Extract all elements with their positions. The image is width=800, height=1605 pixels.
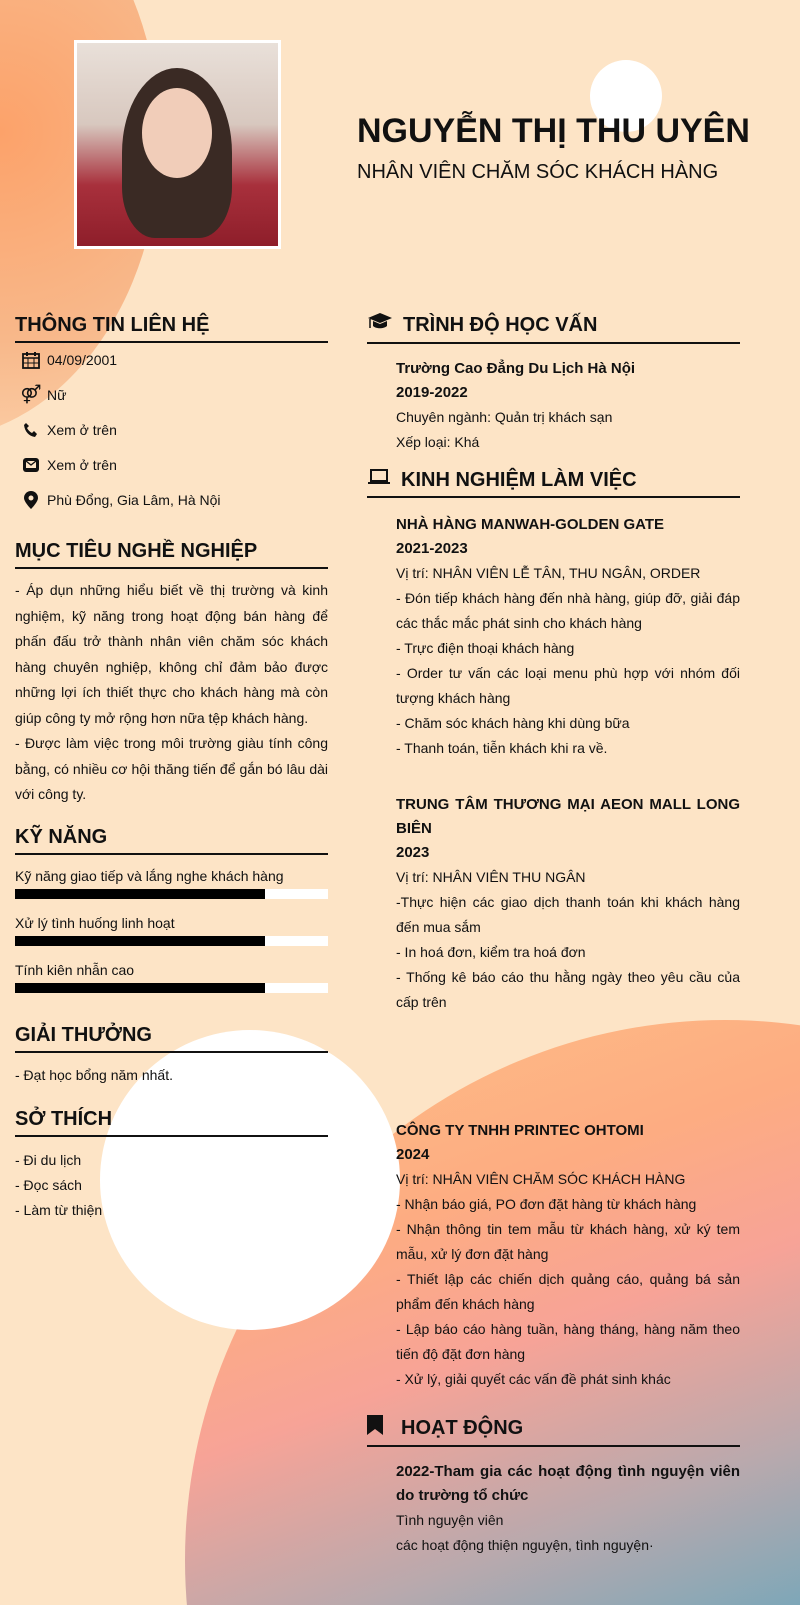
profile-photo <box>74 40 281 249</box>
graduation-cap-icon <box>367 312 393 338</box>
contact-phone: Xem ở trên <box>15 412 328 447</box>
location-icon <box>15 491 47 509</box>
education-entry: Trường Cao Đẳng Du Lịch Hà Nội 2019-2022 Chuyên ngành: Quản trị khách sạn Xếp loại: Khá <box>396 360 636 450</box>
gender-icon: ⚤ <box>20 384 42 404</box>
job-entry: NHÀ HÀNG MANWAH-GOLDEN GATE 2021-2023 Vị trí: NHÂN VIÊN LỄ TÂN, THU NGÂN, ORDER - Đón tiếp khách hàng đến nhà hàng, giúp đỡ, giải đáp các thắc mắc phát sinh cho khách hàng - Trực điện thoại khách hàng - Order tư vấn các loại menu phù hợp với nhóm đối tượng khách hàng - Chăm sóc khách hàng khi dùng bữa - Thanh toán, tiễn khách khi ra về. <box>396 516 740 756</box>
skill-bar <box>15 936 328 946</box>
skill-bar <box>15 983 328 993</box>
phone-icon <box>15 422 47 438</box>
contact-heading: THÔNG TIN LIÊN HỆ <box>15 314 328 343</box>
job-title: NHÂN VIÊN CHĂM SÓC KHÁCH HÀNG <box>357 161 719 183</box>
contact-address: Phù Đổng, Gia Lâm, Hà Nội <box>15 482 328 517</box>
activity-entry: 2022-Tham gia các hoạt động tình nguyện viên do trường tổ chức Tình nguyện viên các hoạt động thiện nguyện, tình nguyện· <box>396 1463 740 1553</box>
contact-birthday: 04/09/2001 <box>15 342 328 377</box>
contact-email: Xem ở trên <box>15 447 328 482</box>
objective-text: - Áp dụn những hiểu biết về thị trường và kinh nghiệm, kỹ năng trong hoạt động bán hàng để phấn đấu trở thành nhân viên chăm sóc khách hàng chuyên nghiệp, không chỉ đảm bảo được những lợi ích thiết thực cho khách hàng mà còn giúp công ty mở rộng hơn nữa tệp khách hàng. - Được làm việc trong môi trường giàu tính công bằng, có nhiều cơ hội thăng tiến để gắn bó lâu dài với công ty. <box>15 582 328 802</box>
skills-list: Kỹ năng giao tiếp và lắng nghe khách hàng Xử lý tình huống linh hoạt Tính kiên nhẫn cao <box>15 858 328 1001</box>
hobbies-heading: SỞ THÍCH <box>15 1108 328 1137</box>
email-icon <box>15 457 47 473</box>
calendar-icon <box>15 350 47 370</box>
job-entry: TRUNG TÂM THƯƠNG MẠI AEON MALL LONG BIÊN 2023 Vị trí: NHÂN VIÊN THU NGÂN -Thực hiện các giao dịch thanh toán khi khách hàng đến mua sắm - In hoá đơn, kiểm tra hoá đơn - Thống kê báo cáo thu hằng ngày theo yêu cầu của cấp trên <box>396 796 740 1010</box>
objective-heading: MỤC TIÊU NGHỀ NGHIỆP <box>15 540 328 569</box>
candidate-name: NGUYỄN THỊ THU UYÊN <box>357 112 750 150</box>
bookmark-icon <box>367 1415 383 1441</box>
activities-heading: HOẠT ĐỘNG <box>367 1415 740 1447</box>
award-item: - Đạt học bổng năm nhất. <box>15 1067 173 1083</box>
job-entry: CÔNG TY TNHH PRINTEC OHTOMI 2024 Vị trí: NHÂN VIÊN CHĂM SÓC KHÁCH HÀNG - Nhận báo giá, PO đơn đặt hàng từ khách hàng - Nhận thông tin tem mẫu từ khách hàng, xử ký tem mẫu, xử lý đơn đặt hàng - Thiết lập các chiến dịch quảng cáo, quảng bá sản phẩm đến khách hàng - Lập báo cáo hàng tuần, hàng tháng, hàng năm theo tiến độ đặt đơn hàng - Xử lý, giải quyết các vấn đề phát sinh khác <box>396 1122 740 1387</box>
laptop-icon <box>367 468 391 492</box>
hobbies-list: - Đi du lịch - Đọc sách - Làm từ thiện <box>15 1152 103 1218</box>
awards-heading: GIẢI THƯỞNG <box>15 1024 328 1053</box>
education-heading: TRÌNH ĐỘ HỌC VẤN <box>367 312 740 344</box>
contact-list <box>15 342 328 517</box>
skills-heading: KỸ NĂNG <box>15 826 328 855</box>
contact-gender: ⚤ Nữ <box>15 377 328 412</box>
experience-heading: KINH NGHIỆM LÀM VIỆC <box>367 468 740 498</box>
skill-bar <box>15 889 328 899</box>
